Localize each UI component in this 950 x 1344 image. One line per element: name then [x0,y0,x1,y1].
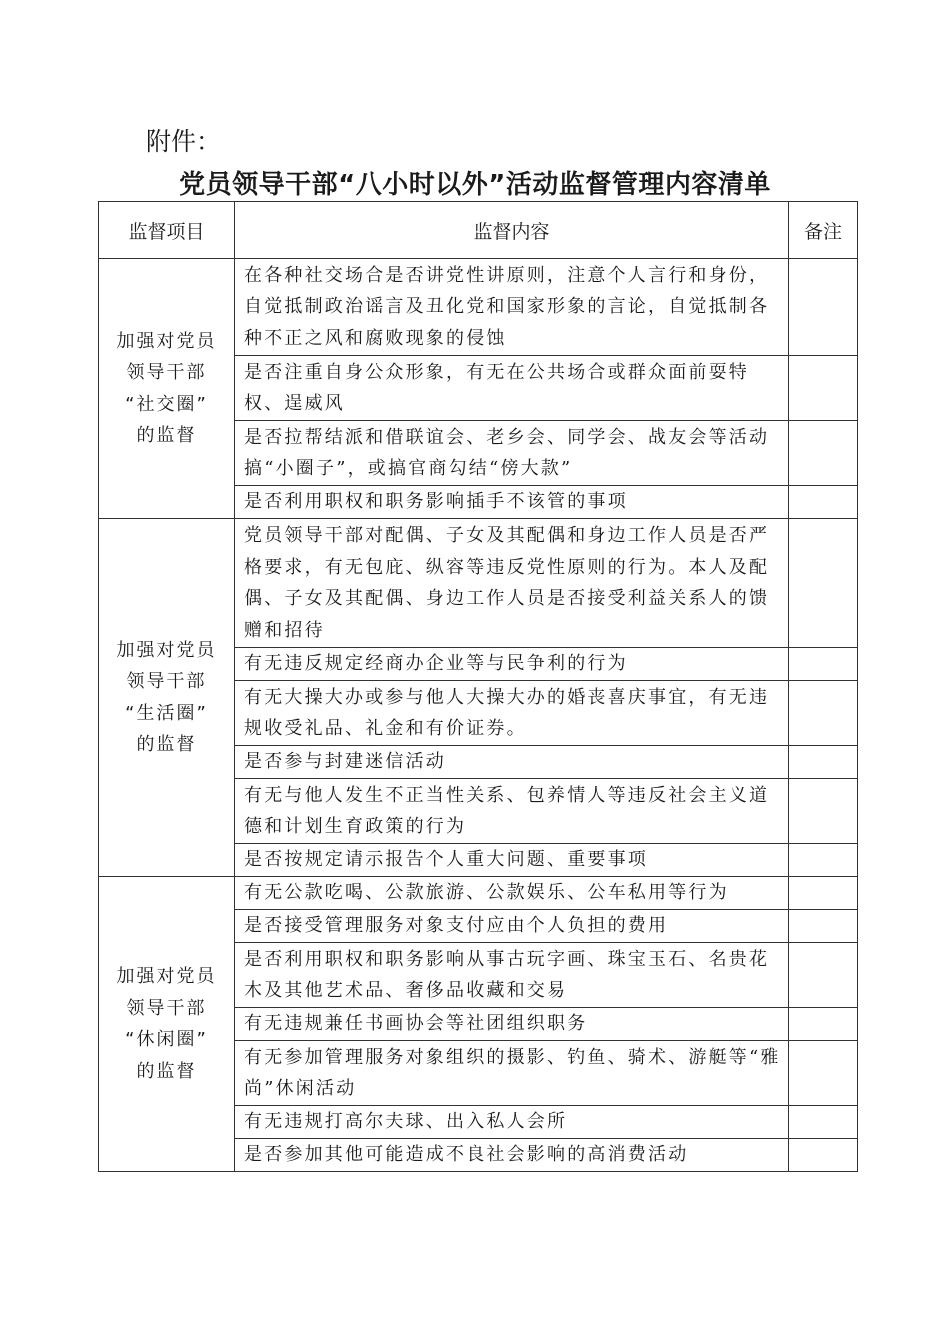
category-line: 的监督 [136,734,197,755]
table-row [99,519,858,648]
content-cell: 有无与他人发生不正当性关系、包养情人等违反社会主义道德和计划生育政策的行为 [235,779,789,844]
content-cell: 是否按规定请示报告个人重大问题、重要事项 [235,844,789,877]
remarks-cell [789,910,858,943]
content-cell: 有无公款吃喝、公款旅游、公款娱乐、公车私用等行为 [235,877,789,910]
remarks-cell [789,1139,858,1172]
remarks-cell [789,421,858,486]
category-line: 领导干部 [126,997,207,1019]
content-cell: 是否利用职权和职务影响插手不该管的事项 [235,486,789,519]
header-supervision-content: 监督内容 [235,202,789,259]
category-line: “社交圈” [125,393,208,415]
category-line: 的监督 [136,425,197,446]
category-line: “生活圈” [125,702,208,724]
header-supervision-item: 监督项目 [99,202,235,259]
content-cell: 有无参加管理服务对象组织的摄影、钓鱼、骑术、游艇等“雅尚”休闲活动 [235,1041,789,1106]
remarks-cell [789,943,858,1008]
content-cell: 是否注重自身公众形象，有无在公共场合或群众面前耍特权、逞威风 [235,356,789,421]
content-cell: 有无违规打高尔夫球、出入私人会所 [235,1106,789,1139]
remarks-cell [789,486,858,519]
content-cell: 是否参加其他可能造成不良社会影响的高消费活动 [235,1139,789,1172]
header-remarks: 备注 [789,202,858,259]
category-line: 的监督 [136,1060,197,1082]
content-cell: 是否参与封建迷信活动 [235,746,789,779]
remarks-cell [789,1041,858,1106]
category-line: 加强对党员 [116,330,217,352]
remarks-cell [789,519,858,648]
category-line: 加强对党员 [116,966,217,987]
content-cell: 有无违规兼任书画协会等社团组织职务 [235,1008,789,1041]
remarks-cell [789,259,858,356]
remarks-cell [789,648,858,681]
remarks-cell [789,779,858,844]
remarks-cell [789,681,858,746]
content-cell: 有无违反规定经商办企业等与民争利的行为 [235,648,789,681]
supervision-checklist-table [98,201,858,1172]
category-cell-leisure [99,877,235,1172]
content-cell: 有无大操大办或参与他人大操大办的婚丧喜庆事宜，有无违规收受礼品、礼金和有价证券。 [235,681,789,746]
category-line: 加强对党员 [116,639,217,661]
content-cell: 是否接受管理服务对象支付应由个人负担的费用 [235,910,789,943]
remarks-cell [789,877,858,910]
table-row [99,259,858,356]
category-cell-social [99,259,235,519]
category-cell-life [99,519,235,877]
attachment-label: 附件： [146,127,222,156]
content-cell: 是否拉帮结派和借联谊会、老乡会、同学会、战友会等活动搞“小圈子”，或搞官商勾结“傍大款” [235,421,789,486]
remarks-cell [789,1008,858,1041]
category-line: 领导干部 [126,362,207,383]
content-cell: 是否利用职权和职务影响从事古玩字画、珠宝玉石、名贵花木及其他艺术品、奢侈品收藏和交易 [235,943,789,1008]
remarks-cell [789,844,858,877]
table-header-row [99,202,858,259]
content-cell: 党员领导干部对配偶、子女及其配偶和身边工作人员是否严格要求，有无包庇、纵容等违反党性原则的行为。本人及配偶、子女及其配偶、身边工作人员是否接受利益关系人的馈赠和招待 [235,519,789,648]
remarks-cell [789,746,858,779]
category-line: 领导干部 [126,671,207,692]
category-line: “休闲圈” [125,1029,208,1050]
content-cell: 在各种社交场合是否讲党性讲原则，注意个人言行和身份，自觉抵制政治谣言及丑化党和国家形象的言论，自觉抵制各种不正之风和腐败现象的侵蚀 [235,259,789,356]
table-row [99,877,858,910]
remarks-cell [789,356,858,421]
document-title: 党员领导干部“八小时以外”活动监督管理内容清单 [179,170,771,200]
remarks-cell [789,1106,858,1139]
